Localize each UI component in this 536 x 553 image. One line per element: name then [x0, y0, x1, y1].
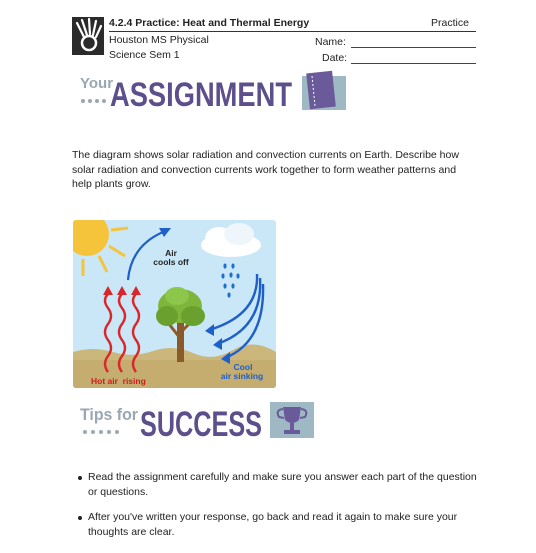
tip-item: Read the assignment carefully and make sure you answer each part of the question or questions.: [72, 470, 482, 500]
school-name: [109, 33, 209, 63]
date-label: Date:: [322, 52, 348, 64]
tips-for-success-banner: [80, 398, 316, 442]
label-air-sinking: air sinking: [220, 371, 264, 381]
banner-word-success: SUCCESS: [140, 405, 262, 442]
notebook-icon: [302, 71, 346, 110]
assignment-prompt: The diagram shows solar radiation and convection currents on Earth. Describe how solar radiation and convection currents work together to form weather patterns and help plants grow.: [72, 149, 459, 190]
label-cools-off: cools off: [153, 257, 189, 267]
name-field[interactable]: [351, 47, 476, 48]
header-divider: [109, 31, 476, 32]
label-cool: Cool: [233, 362, 253, 372]
banner-word-tips-for: Tips for: [80, 405, 139, 424]
tip-item: After you've written your response, go back and read it again to make sure your thoughts are clear.: [72, 510, 482, 540]
tips-list: [72, 470, 482, 550]
assignment-type: Practice: [431, 17, 469, 29]
banner-word-assignment: ASSIGNMENT: [110, 76, 293, 112]
label-air: Air: [165, 248, 177, 258]
school-line-1: Houston MS Physical: [109, 34, 209, 46]
trophy-icon: [270, 402, 314, 438]
your-assignment-banner: [78, 70, 350, 112]
convection-diagram: [73, 220, 276, 388]
label-hot-air-rising: Hot air rising: [91, 376, 146, 386]
school-logo-icon: [72, 17, 104, 55]
date-field[interactable]: [351, 63, 476, 64]
name-label: Name:: [315, 36, 346, 48]
banner-word-your: Your: [80, 75, 114, 92]
assignment-title: 4.2.4 Practice: Heat and Thermal Energy: [109, 17, 310, 29]
school-line-2: Science Sem 1: [109, 49, 180, 61]
